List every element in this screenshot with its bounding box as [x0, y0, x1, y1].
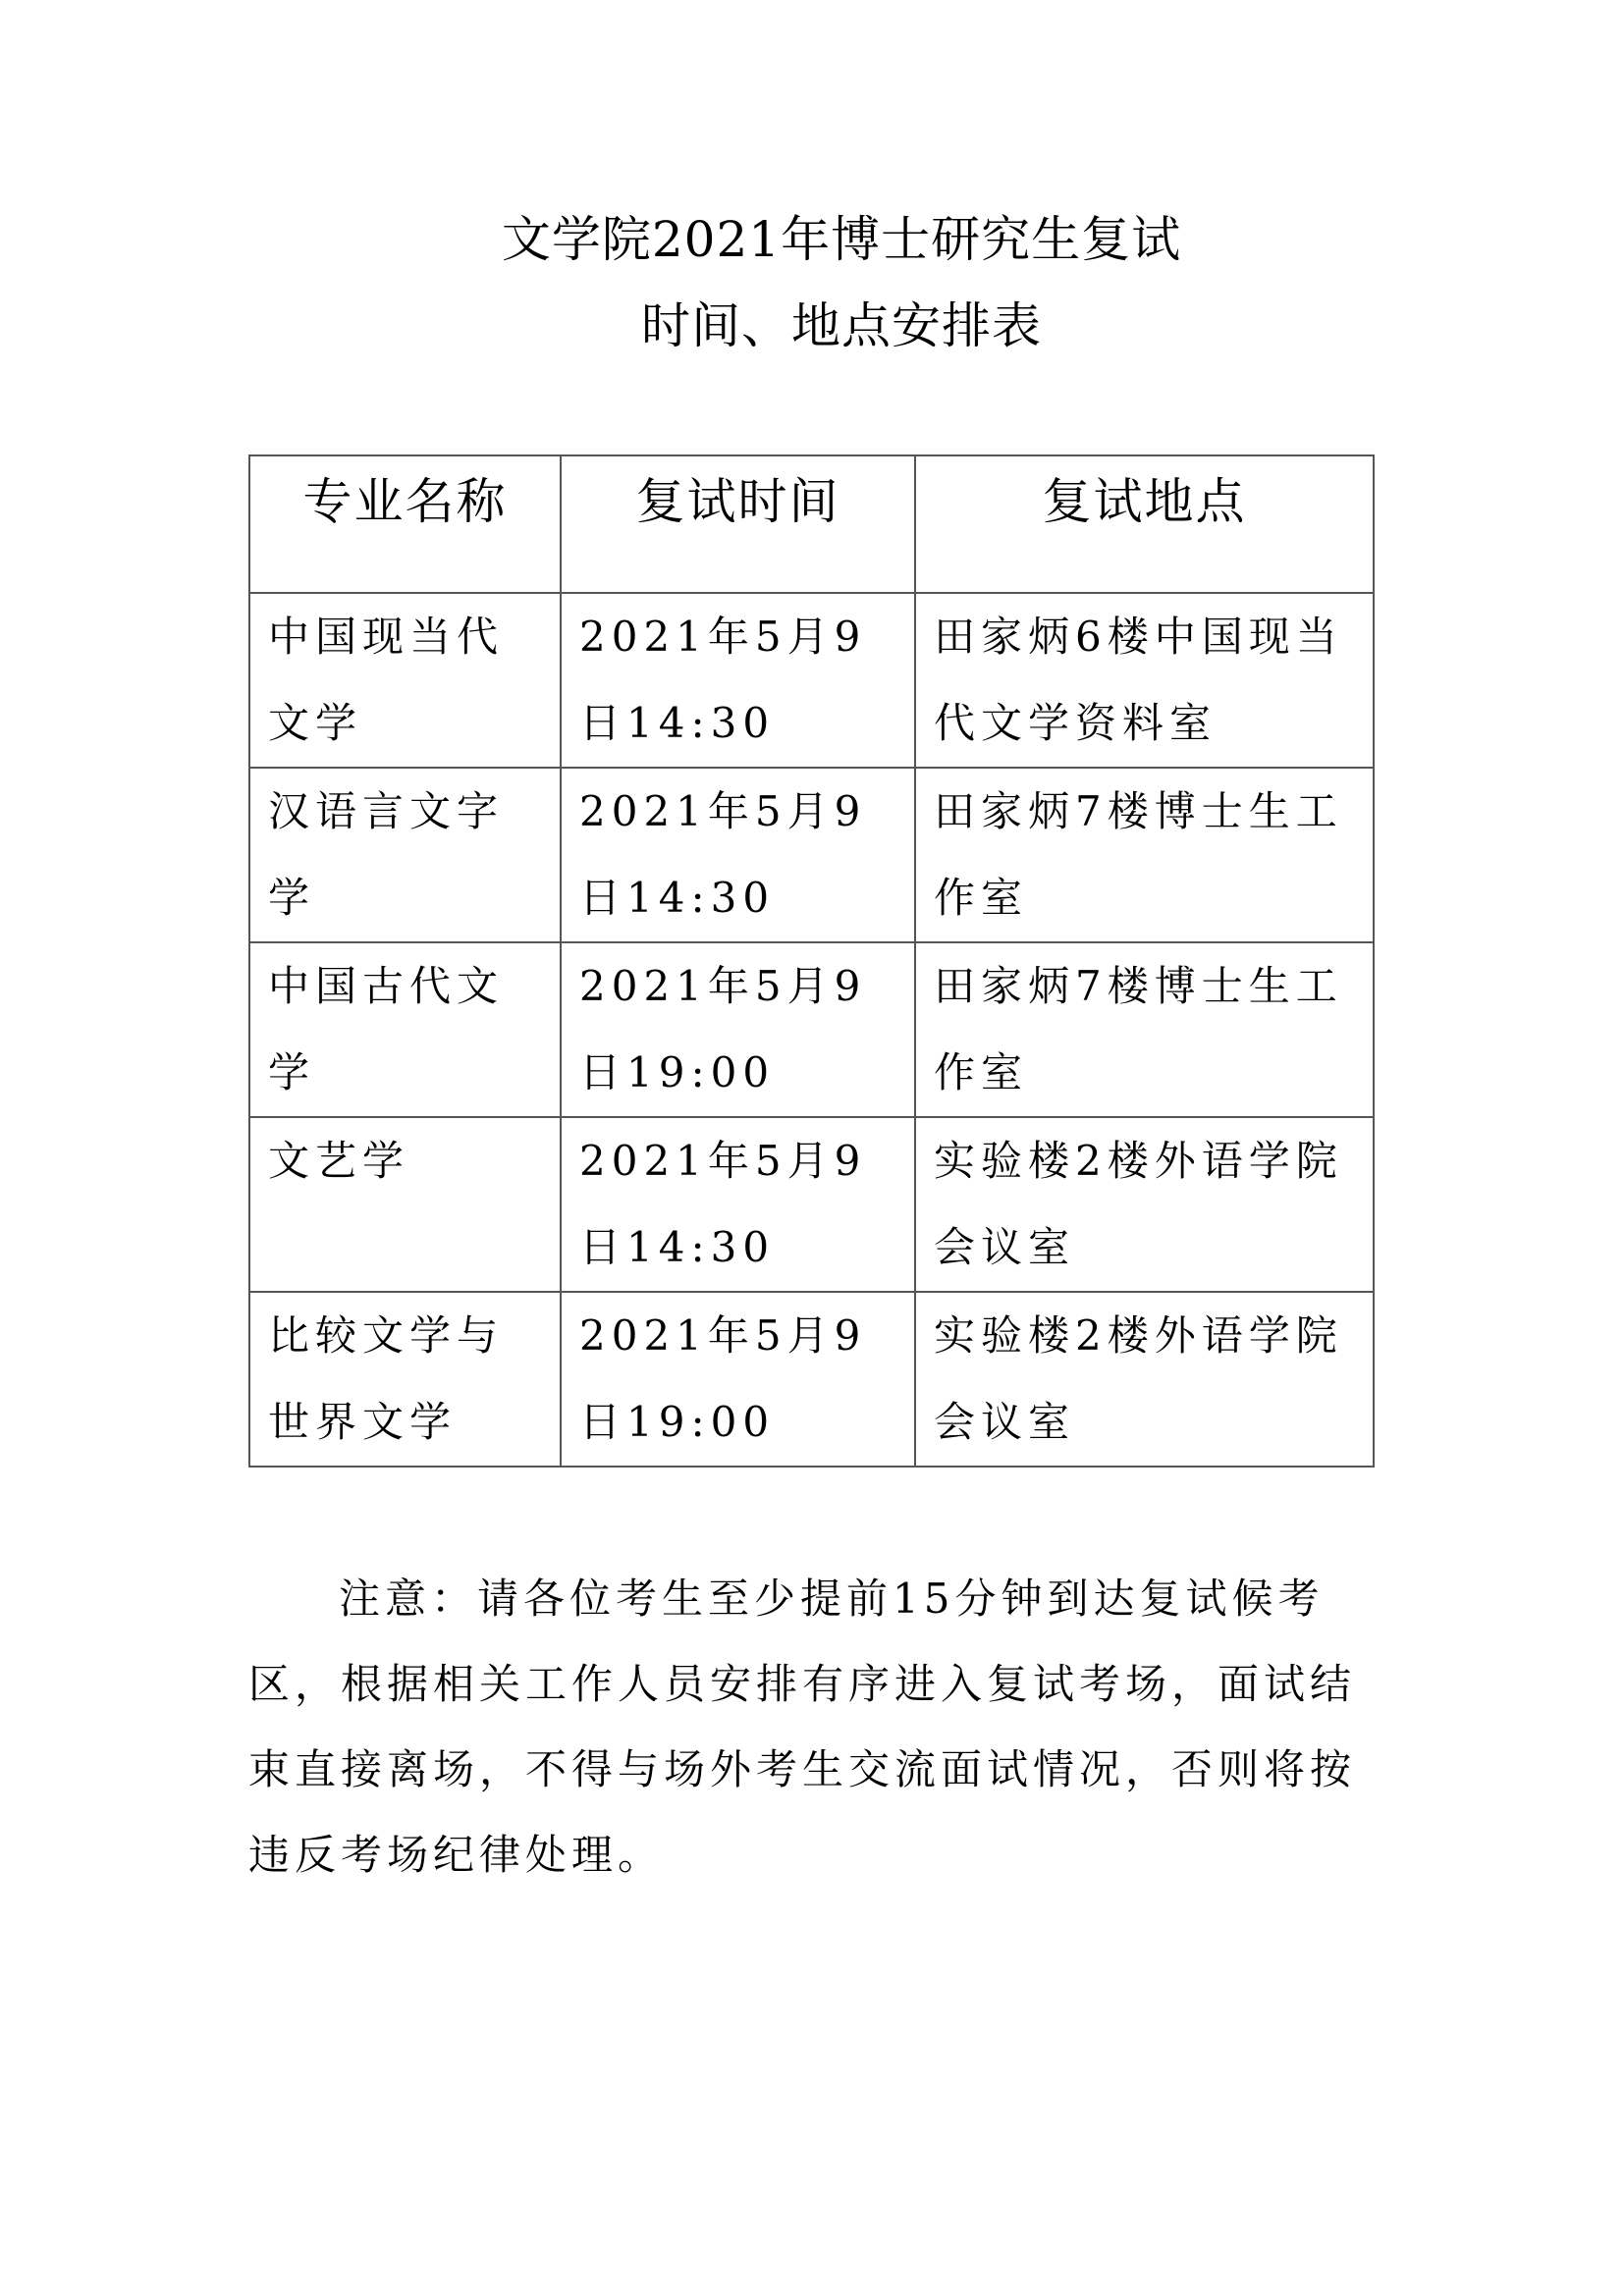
document-title-line2: 时间、地点安排表 — [641, 297, 1042, 354]
cell-place: 田家炳6楼中国现当代文学资料室 — [915, 593, 1374, 768]
cell-place: 田家炳7楼博士生工作室 — [915, 768, 1374, 942]
cell-major: 汉语言文字学 — [249, 768, 561, 942]
header-place: 复试地点 — [915, 455, 1374, 593]
cell-place: 实验楼2楼外语学院会议室 — [915, 1292, 1374, 1467]
table-row — [249, 768, 1374, 942]
header-major: 专业名称 — [249, 455, 561, 593]
cell-major: 比较文学与世界文学 — [249, 1292, 561, 1467]
schedule-table — [248, 454, 1375, 1468]
document-title-line1: 文学院2021年博士研究生复试 — [501, 211, 1182, 268]
cell-time: 2021年5月9日14:30 — [561, 593, 915, 768]
notice-paragraph: 注意：请各位考生至少提前15分钟到达复试候考区，根据相关工作人员安排有序进入复试考场，面试结束直接离场，不得与场外考生交流面试情况，否则将按违反考场纪律处理。 — [248, 1575, 1357, 1879]
table-row — [249, 942, 1374, 1117]
cell-time: 2021年5月9日19:00 — [561, 942, 915, 1117]
header-time: 复试时间 — [561, 455, 915, 593]
cell-major: 中国现当代文学 — [249, 593, 561, 768]
cell-place: 实验楼2楼外语学院会议室 — [915, 1117, 1374, 1292]
table-row — [249, 1117, 1374, 1292]
cell-major: 中国古代文学 — [249, 942, 561, 1117]
table-row — [249, 593, 1374, 768]
cell-major: 文艺学 — [249, 1117, 561, 1292]
cell-time: 2021年5月9日14:30 — [561, 1117, 915, 1292]
cell-time: 2021年5月9日19:00 — [561, 1292, 915, 1467]
table-row — [249, 1292, 1374, 1467]
cell-time: 2021年5月9日14:30 — [561, 768, 915, 942]
cell-place: 田家炳7楼博士生工作室 — [915, 942, 1374, 1117]
table-header-row — [249, 455, 1374, 593]
